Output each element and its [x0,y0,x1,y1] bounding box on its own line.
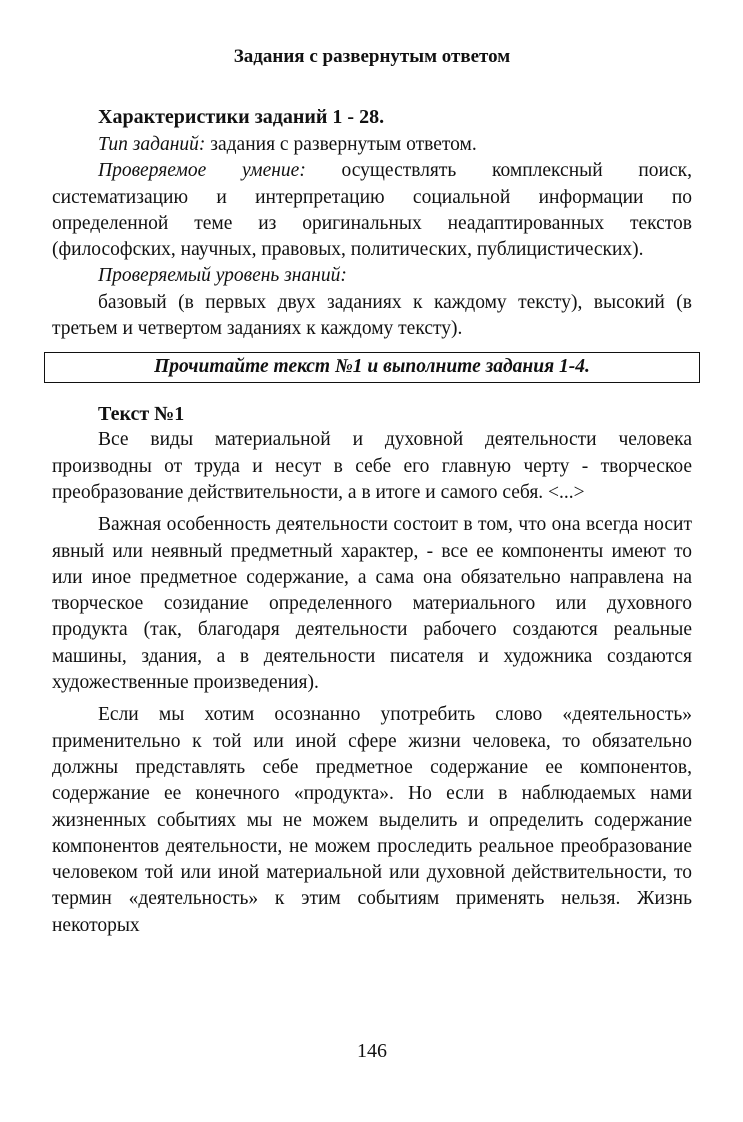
task-type-value: задания с развернутым ответом. [205,134,477,155]
skill-paragraph [52,158,692,263]
task-type-label: Тип заданий: [98,134,206,155]
section-title: Задания с развернутым ответом [233,46,511,67]
page-number: 146 [357,1040,387,1062]
skill-value: осуществлять комплексный поиск, систематизацию и интерпретацию социальной информации по определенной теме из оригинальных неадаптированных текстов (философских, научных, правовых, политических, публицистических). [52,160,692,261]
task-type-line [52,132,692,158]
task-instruction-box: Прочитайте текст №1 и выполните задания 1-4. [44,352,700,383]
text-paragraph-2: Важная особенность деятельности состоит в том, что она всегда носит явный или неявный предметный характер, - все ее компоненты имеют то или иное предметное содержание, а сама она обязательно направлена на творческое созидание определенного материального или духовного продукта (так, благодаря деятельности рабочего создаются реальные машины, здания, а в деятельности писателя и художника создаются художественные произведения). [52,514,692,694]
skill-label: Проверяемое умение: [98,160,306,182]
level-value: базовый (в первых двух заданиях к каждому тексту), высокий (в третьем и четвертом заданиях к каждому тексту). [52,291,692,340]
text-title: Текст №1 [98,403,185,426]
level-label: Проверяемый уровень знаний: [98,265,347,287]
text-paragraph-1: Все виды материальной и духовной деятельности человека производны от труда и несут в себе его главную черту - творческое преобразование действительности, а в итоге и самого себя. <...> [52,429,692,503]
text-paragraph-3: Если мы хотим осознанно употребить слово «деятельность» применительно к той или иной сфере жизни человека, то обязательно должны представлять себе предметное содержание ее компонентов, содержание ее конечного «продукта». Но если в наблюдаемых нами жизненных событиях мы не можем выделить и определить содержание компонентов деятельности, не можем проследить реальное преобразование человеком той или иной материальной или духовной действительности, то термин «деятельность» к этим событиям применять нельзя. Жизнь некоторых [52,704,692,936]
characteristics-heading: Характеристики заданий 1 - 28. [98,106,385,128]
document-page [52,44,692,1094]
